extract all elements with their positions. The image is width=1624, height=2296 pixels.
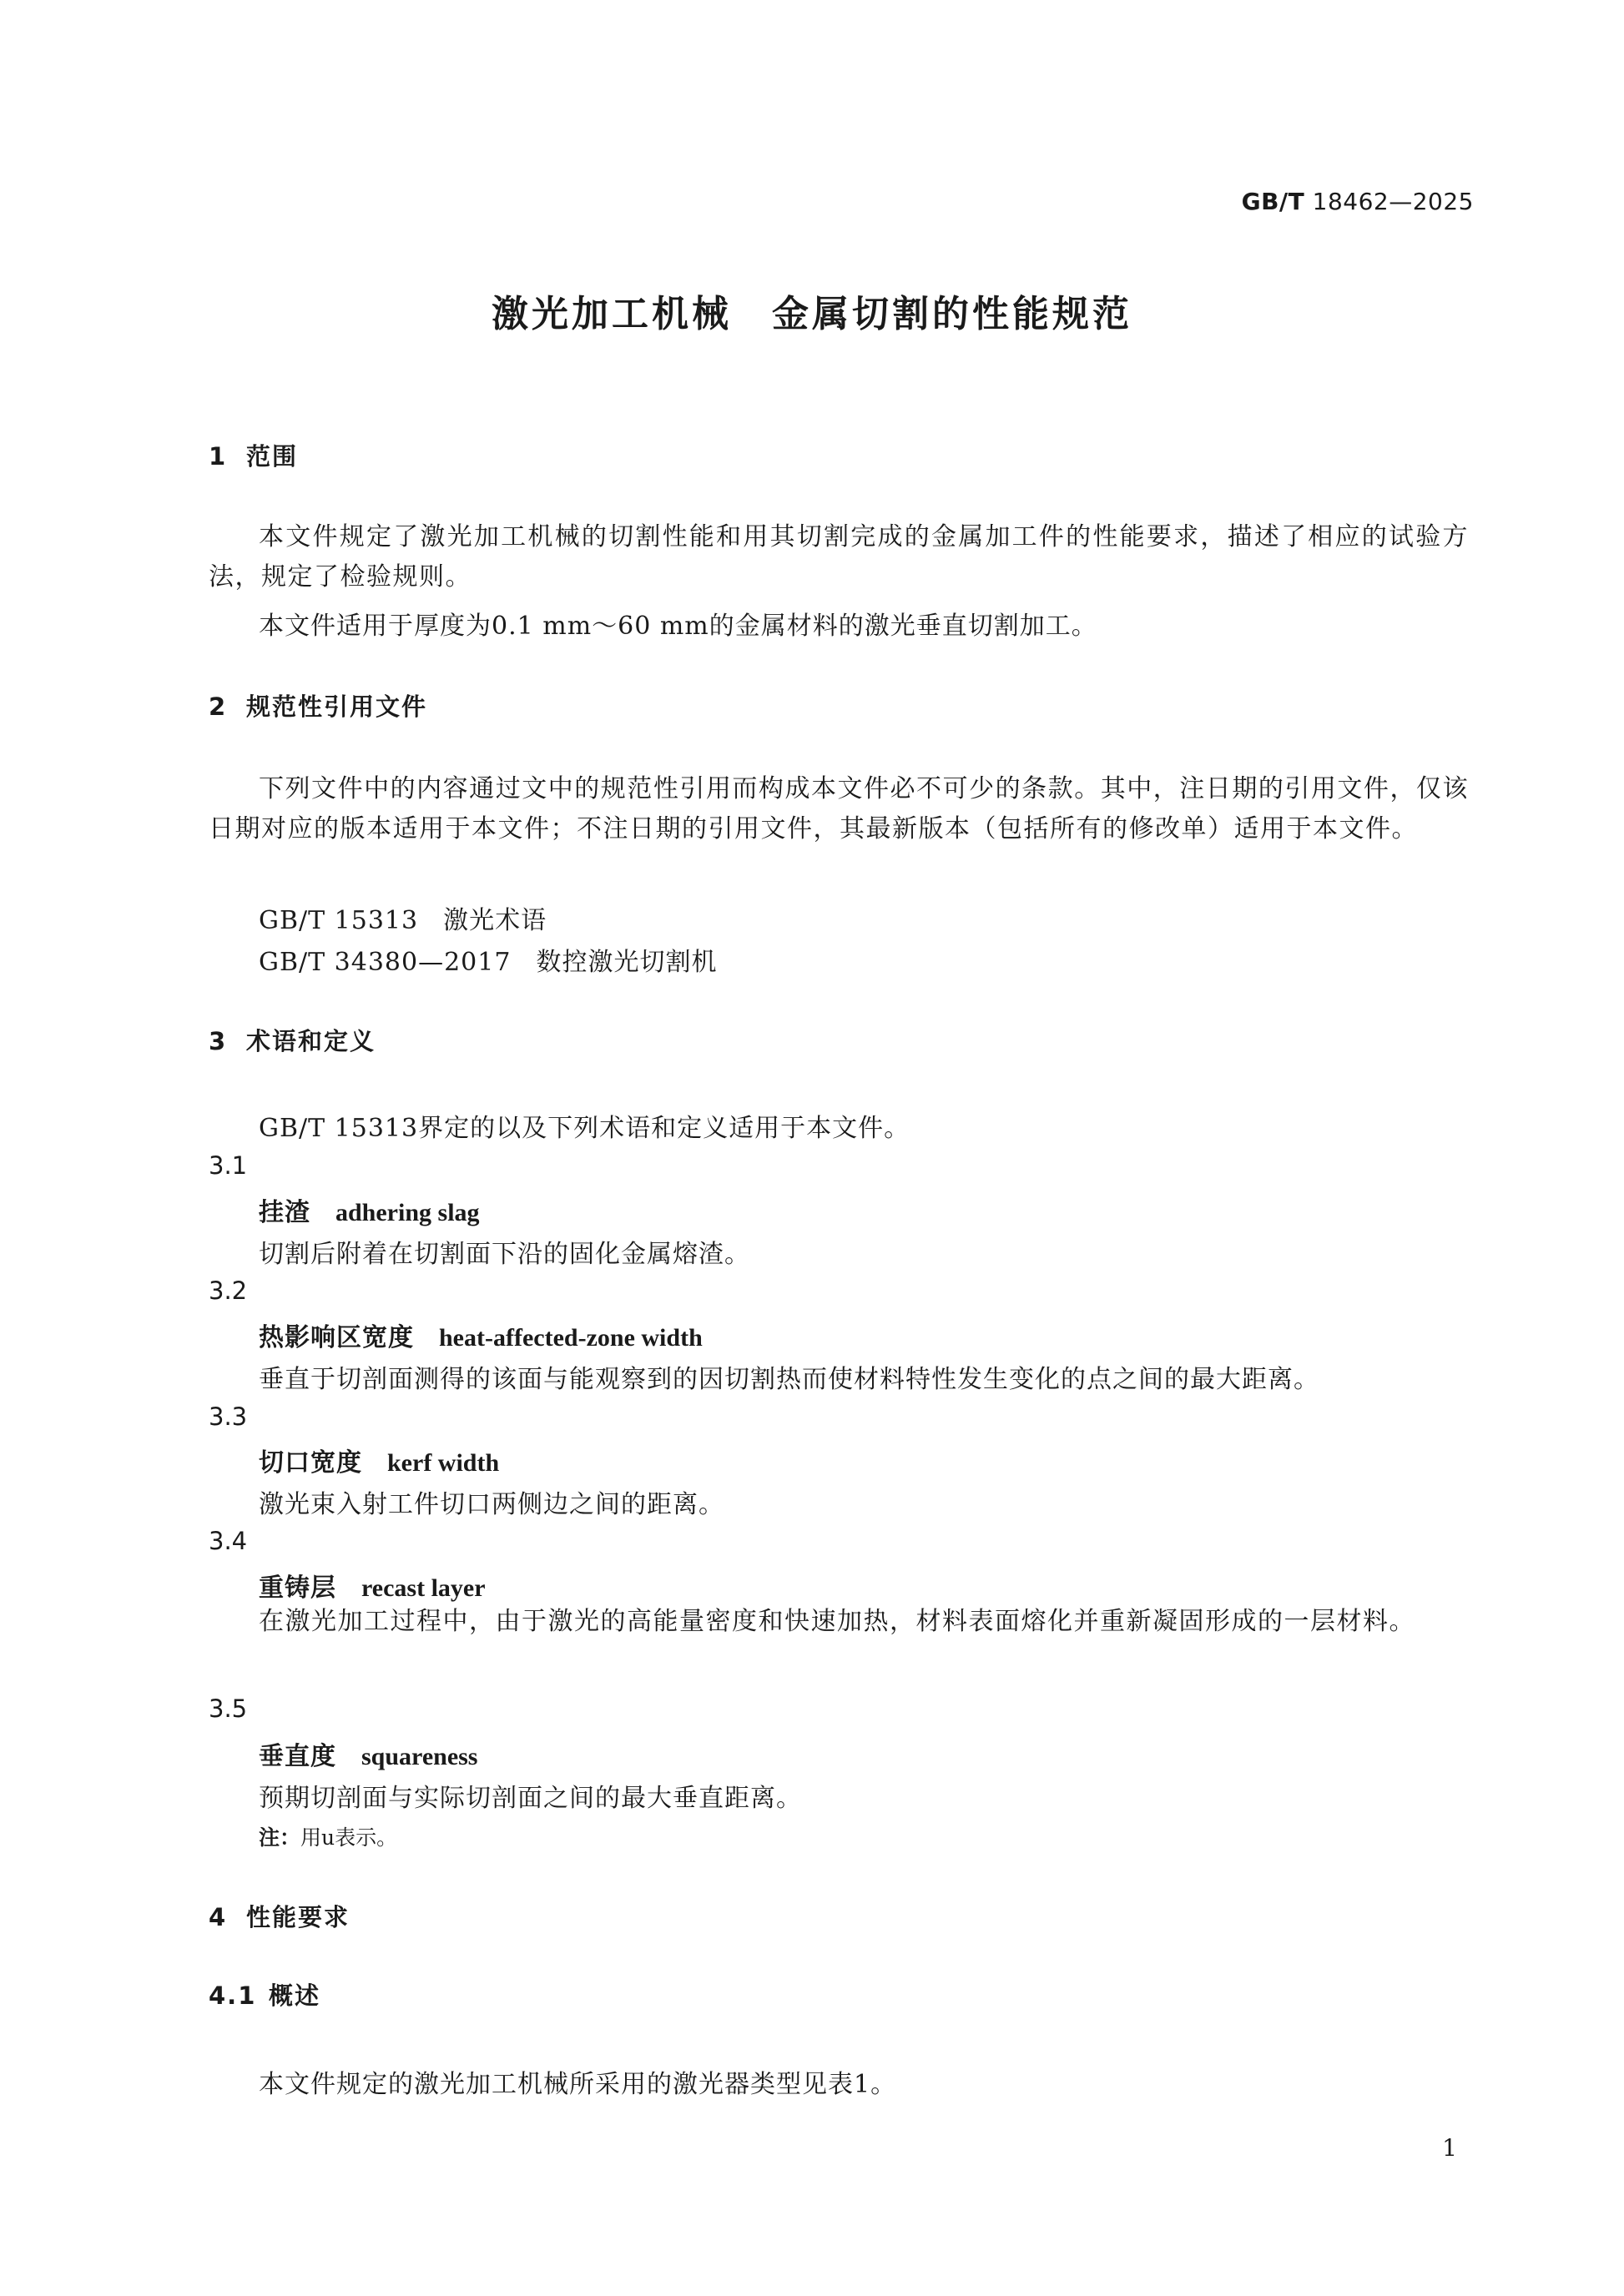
reference-item: GB/T 15313 激光术语 bbox=[259, 906, 547, 935]
section-1-paragraph-2: 本文件适用于厚度为0.1 mm～60 mm的金属材料的激光垂直切割加工。 bbox=[259, 612, 1097, 641]
section-3-heading: 3 术语和定义 bbox=[209, 1027, 376, 1055]
page-number: 1 bbox=[1442, 2134, 1457, 2162]
section-2-heading: 2 规范性引用文件 bbox=[209, 692, 428, 721]
subsection-4-1-heading: 4.1 概述 bbox=[209, 1981, 321, 2010]
section-1-paragraph-1: 本文件规定了激光加工机械的切割性能和用其切割完成的金属加工件的性能要求，描述了相应的试验方法，规定了检验规则。 bbox=[209, 522, 1469, 592]
term-number: 3.3 bbox=[209, 1402, 248, 1431]
term-definition: 预期切剖面与实际切剖面之间的最大垂直距离。 bbox=[259, 1784, 802, 1813]
term-definition: 切割后附着在切割面下沿的固化金属熔渣。 bbox=[259, 1240, 750, 1269]
section-3-intro: GB/T 15313界定的以及下列术语和定义适用于本文件。 bbox=[259, 1114, 910, 1143]
term-note: 注：用u表示。 bbox=[259, 1825, 398, 1850]
term-heading: 热影响区宽度 heat-affected-zone width bbox=[259, 1323, 703, 1352]
section-1-heading: 1 范围 bbox=[209, 442, 299, 471]
term-number: 3.1 bbox=[209, 1151, 248, 1180]
term-definition: 在激光加工过程中，由于激光的高能量密度和快速加热，材料表面熔化并重新凝固形成的一层材料。 bbox=[259, 1607, 1415, 1636]
term-heading: 垂直度 squareness bbox=[259, 1742, 478, 1771]
section-4-1-paragraph: 本文件规定的激光加工机械所采用的激光器类型见表1。 bbox=[259, 2070, 897, 2099]
term-heading: 切口宽度 kerf width bbox=[259, 1448, 500, 1478]
term-definition: 垂直于切剖面测得的该面与能观察到的因切割热而使材料特性发生变化的点之间的最大距离。 bbox=[259, 1365, 1319, 1394]
term-heading: 挂渣 adhering slag bbox=[259, 1198, 480, 1227]
term-number: 3.5 bbox=[209, 1694, 248, 1723]
document-title: 激光加工机械 金属切割的性能规范 bbox=[492, 293, 1132, 335]
term-definition: 激光束入射工件切口两侧边之间的距离。 bbox=[259, 1490, 724, 1519]
section-4-heading: 4 性能要求 bbox=[209, 1903, 351, 1931]
reference-item: GB/T 34380—2017 数控激光切割机 bbox=[259, 948, 718, 977]
standard-number: GB/T 18462—2025 bbox=[1241, 188, 1474, 215]
term-number: 3.2 bbox=[209, 1276, 248, 1305]
section-2-paragraph-1: 下列文件中的内容通过文中的规范性引用而构成本文件必不可少的条款。其中，注日期的引用文件，仅该日期对应的版本适用于本文件；不注日期的引用文件，其最新版本（包括所有的修改单）适用于本文件。 bbox=[209, 774, 1469, 843]
term-number: 3.4 bbox=[209, 1527, 248, 1555]
term-heading: 重铸层 recast layer bbox=[259, 1573, 486, 1603]
